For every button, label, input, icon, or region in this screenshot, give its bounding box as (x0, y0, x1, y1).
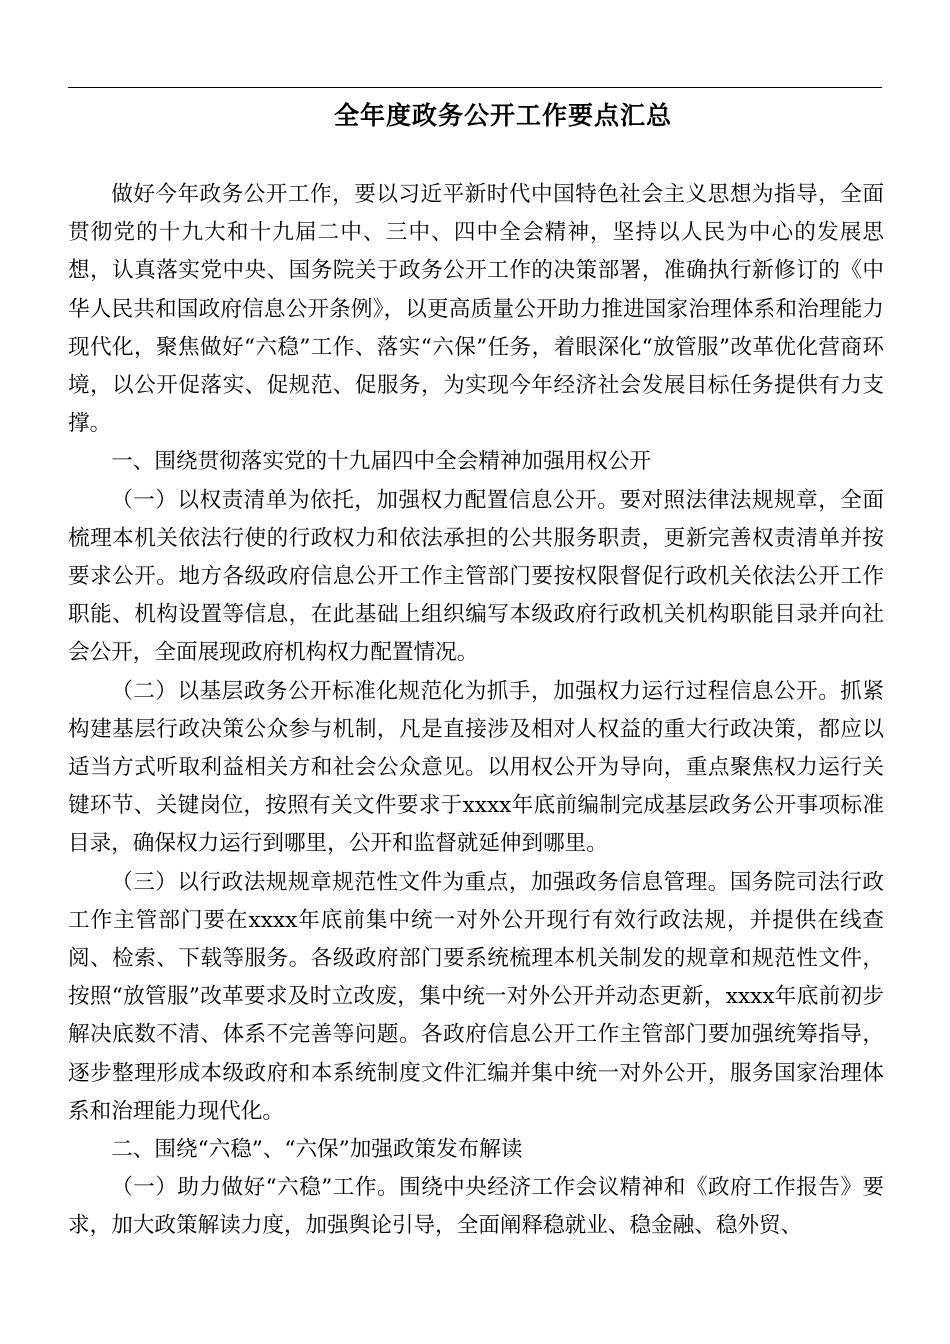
section-heading-2: 二、围绕“六稳”、“六保”加强政策发布解读 (111, 1137, 523, 1163)
section-1-item-2: （二）以基层政务公开标准化规范化为抓手，加强权力运行过程信息公开。抓紧构建基层行政决策公众参与机制，凡是直接涉及相对人权益的重大行政决策，都应以适当方式听取利益相关方和社会公众意见。以用权公开为导向，重点聚焦权力运行关键环节、关键岗位，按照有关文件要求于xxxx年底前编制完成基层政务公开事项标准目录，确保权力运行到哪里，公开和监督就延伸到哪里。 (68, 678, 884, 857)
section-1-item-3: （三）以行政法规规章规范性文件为重点，加强政务信息管理。国务院司法行政工作主管部门要在xxxx年底前集中统一对外公开现行有效行政法规，并提供在线查阅、检索、下载等服务。各级政府部门要系统梳理本机关制发的规章和规范性文件，按照“放管服”改革要求及时立改废，集中统一对外公开并动态更新，xxxx年底前初步解决底数不清、体系不完善等问题。各政府信息公开工作主管部门要加强统筹指导，逐步整理形成本级政府和本系统制度文件汇编并集中统一对外公开，服务国家治理体系和治理能力现代化。 (68, 869, 884, 1124)
intro-paragraph: 做好今年政务公开工作，要以习近平新时代中国特色社会主义思想为指导，全面贯彻党的十九大和十九届二中、三中、四中全会精神，坚持以人民为中心的发展思想，认真落实党中央、国务院关于政务公开工作的决策部署，准确执行新修订的《中华人民共和国政府信息公开条例》，以更高质量公开助力推进国家治理体系和治理能力现代化，聚焦做好“六稳”工作、落实“六保”任务，着眼深化“放管服”改革优化营商环境，以公开促落实、促规范、促服务，为实现今年经济社会发展目标任务提供有力支撑。 (68, 182, 884, 437)
section-heading-1: 一、围绕贯彻落实党的十九届四中全会精神加强用权公开 (111, 449, 652, 475)
section-2-item-1: （一）助力做好“六稳”工作。围绕中央经济工作会议精神和《政府工作报告》要求，加大政策解读力度，加强舆论引导，全面阐释稳就业、稳金融、稳外贸、 (68, 1175, 884, 1239)
header-rule (68, 87, 882, 88)
document-title: 全年度政务公开工作要点汇总 (333, 101, 672, 130)
document-body (68, 176, 884, 1246)
section-1-item-1: （一）以权责清单为依托，加强权力配置信息公开。要对照法律法规规章，全面梳理本机关依法行使的行政权力和依法承担的公共服务职责，更新完善权责清单并按要求公开。地方各级政府信息公开工作主管部门要按权限督促行政机关依法公开工作职能、机构设置等信息，在此基础上组织编写本级政府行政机关机构职能目录并向社会公开，全面展现政府机构权力配置情况。 (68, 487, 884, 666)
